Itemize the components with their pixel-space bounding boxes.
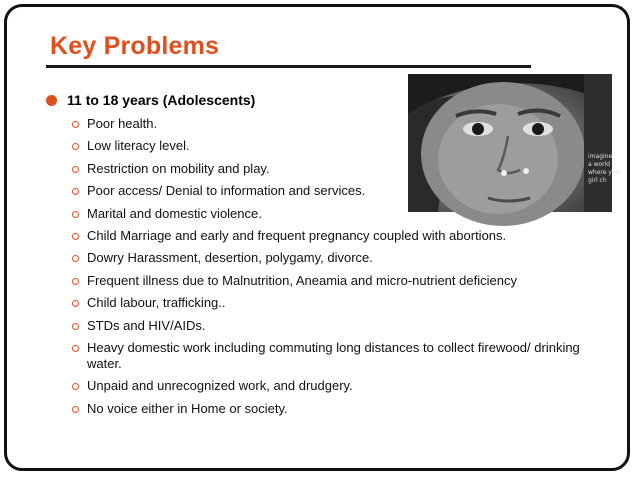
ring-bullet-icon	[72, 406, 79, 413]
svg-text:girl ch: girl ch	[588, 177, 607, 184]
list-item	[72, 318, 612, 334]
list-item-text: Child Marriage and early and frequent pregnancy coupled with abortions.	[87, 227, 507, 243]
list-item-text: Child labour, trafficking..	[87, 295, 226, 311]
list-item	[72, 401, 612, 417]
list-item	[72, 340, 612, 372]
list-item-text: Frequent illness due to Malnutrition, Aneamia and micro-nutrient deficiency	[87, 272, 517, 288]
ring-bullet-icon	[72, 255, 79, 262]
ring-bullet-icon	[72, 345, 79, 352]
list-item-text: Low literacy level.	[87, 138, 190, 154]
ring-bullet-icon	[72, 278, 79, 285]
list-item	[72, 206, 612, 222]
ring-bullet-icon	[72, 188, 79, 195]
list-item	[72, 295, 612, 311]
list-item	[72, 378, 612, 394]
list-item-text: STDs and HIV/AIDs.	[87, 317, 206, 333]
list-item-text: Restriction on mobility and play.	[87, 160, 270, 176]
ring-bullet-icon	[72, 211, 79, 218]
ring-bullet-icon	[72, 233, 79, 240]
list-item	[72, 250, 612, 266]
svg-text:imagine: imagine	[588, 153, 613, 160]
list-item-text: Unpaid and unrecognized work, and drudgery.	[87, 378, 353, 394]
main-bullet-text: 11 to 18 years (Adolescents)	[67, 92, 256, 108]
list-item	[72, 183, 612, 199]
ring-bullet-icon	[72, 300, 79, 307]
list-item	[72, 138, 612, 154]
list-item	[72, 228, 612, 244]
ring-bullet-icon	[72, 121, 79, 128]
problem-list	[72, 116, 612, 423]
list-item-text: Poor access/ Denial to information and services.	[87, 183, 366, 199]
list-item	[72, 116, 612, 132]
bullet-dot-icon	[46, 95, 57, 106]
list-item-text: Heavy domestic work including commuting long distances to collect firewood/ drinking water.	[87, 339, 580, 371]
list-item-text: Marital and domestic violence.	[87, 205, 262, 221]
list-item	[72, 161, 612, 177]
list-item	[72, 273, 612, 289]
svg-text:a world: a world	[588, 161, 611, 168]
ring-bullet-icon	[72, 143, 79, 150]
ring-bullet-icon	[72, 383, 79, 390]
ring-bullet-icon	[72, 166, 79, 173]
slide-title: Key Problems	[50, 32, 220, 60]
ring-bullet-icon	[72, 323, 79, 330]
list-item-text: No voice either in Home or society.	[87, 400, 288, 416]
svg-text:where you: where you	[588, 169, 620, 176]
title-underline	[46, 65, 531, 68]
list-item-text: Poor health.	[87, 116, 158, 131]
list-item-text: Dowry Harassment, desertion, polygamy, divorce.	[87, 250, 373, 266]
